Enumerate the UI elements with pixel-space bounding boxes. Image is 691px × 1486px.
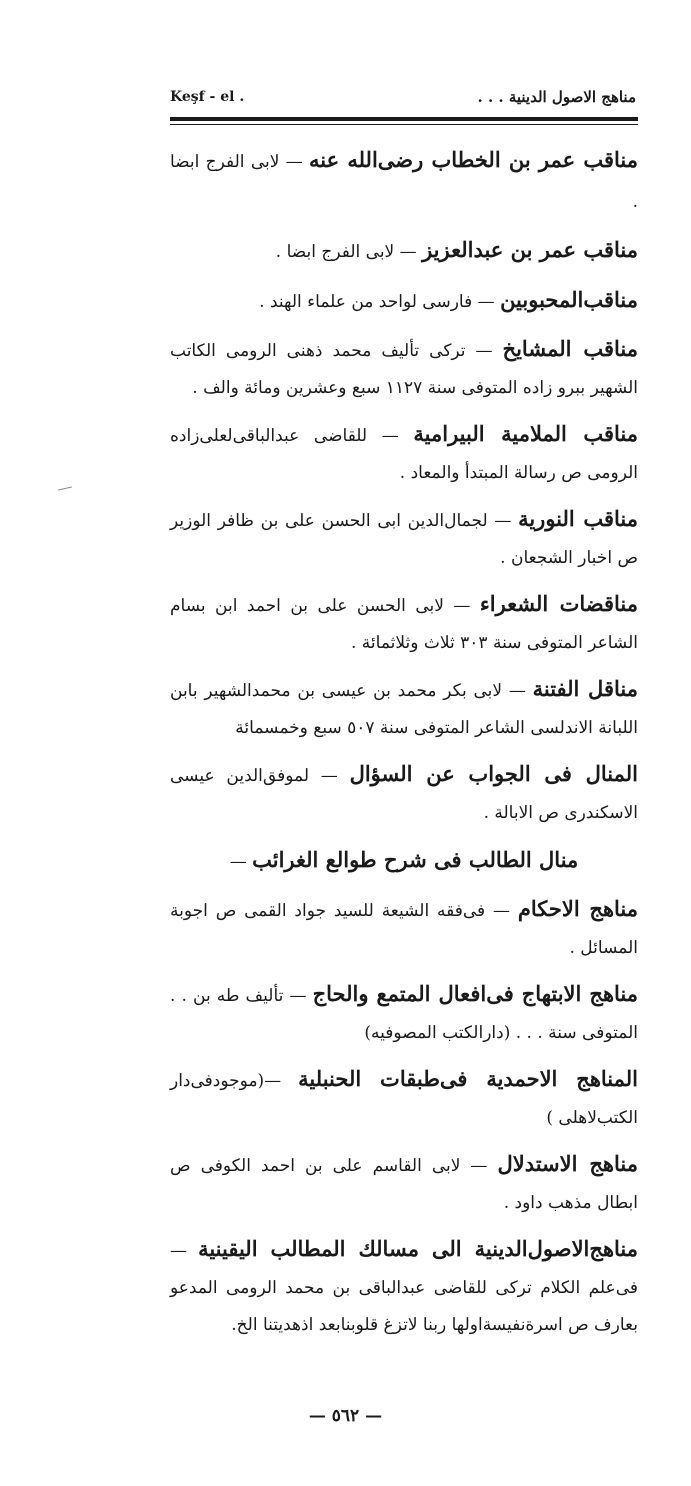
entry [170, 140, 638, 222]
entry-text: — فارسى لواحد من علماء الهند . [259, 292, 495, 312]
entry-heading: منال الطالب فى شرح طوالع الغرائب [252, 847, 579, 872]
header-rule-thin [170, 124, 638, 125]
running-header [170, 82, 636, 112]
entry-text: —(موجودفى‌دار الكتب‌لاهلى ) [170, 1071, 638, 1128]
entry-text: — فى‌علم الكلام تركى للقاضى عبدالباقى بن محمد الرومى المدعو بعارف ص اسرة‌نفيسة‌اولها ربنا لاتزغ قلوبنابعد اذهديتنا الخ. [170, 1241, 638, 1335]
entry-text: — فى‌فقه الشيعة للسيد جواد القمى ص اجوبة المسائل . [170, 901, 638, 958]
entry-text: — لابى الفرج ابضا . [275, 242, 417, 262]
entry-text: — لابى القاسم على بن احمد الكوفى ص ابطال مذهب داود . [170, 1156, 638, 1213]
entry-heading: مناقب النورية [518, 506, 638, 531]
entry-heading: مناهج الاستدلال [497, 1151, 638, 1176]
entry [170, 415, 638, 492]
entry-text: — [229, 852, 247, 872]
entry-heading: المناهج الاحمدية فى‌طبقات الحنبلية [298, 1066, 638, 1091]
entry-heading: مناقب عمر بن عبدالعزيز [422, 237, 638, 262]
entry [170, 1060, 638, 1137]
entry-heading: مناقب‌المحبوبين [500, 287, 638, 312]
page-number: — ٥٦٢ — [308, 1406, 383, 1426]
entry [170, 1145, 638, 1222]
entry-text: — تأليف طه بن . . المتوفى سنة . . . (دارالكتب المصوفيه) [170, 986, 638, 1043]
entry [170, 975, 638, 1052]
entry [170, 230, 638, 272]
entry-text: — لابى الفرج ابضا . [170, 152, 638, 212]
entry-text: — لابى بكر محمد بن عيسى بن محمدالشهير بابن اللبانة الاندلسى الشاعر المتوفى سنة ٥٠٧ سبع وخمسمائة [170, 681, 638, 738]
entry-text: — للقاضى عبدالباقى‌لعلى‌زاده الرومى ص رسالة المبتدأ والمعاد . [170, 426, 638, 483]
entry [170, 1230, 638, 1344]
entry-list [170, 140, 638, 1352]
entry-text: — لجمال‌الدين ابى الحسن على بن ظافر الوزير ص اخبار الشجعان . [170, 511, 638, 568]
header-rule-thick [170, 117, 638, 121]
entry [170, 755, 638, 832]
entry [170, 840, 638, 882]
book-title: Keşf - el . [170, 89, 245, 105]
entry-heading: مناقب عمر بن الخطاب رضى‌الله عنه [309, 147, 638, 172]
entry [170, 330, 638, 407]
entry-text: — لموفق‌الدين عيسى الاسكندرى ص الابالة . [170, 766, 638, 823]
entry-heading: مناقل الفتنة [532, 676, 638, 701]
entry [170, 890, 638, 967]
entry-heading: مناهج الاحكام [517, 896, 639, 921]
entry-heading: مناقب الملامية البيرامية [413, 421, 639, 446]
entry-heading: المنال فى الجواب عن السؤال [349, 761, 638, 786]
entry-text: — تركى تأليف محمد ذهنى الرومى الكاتب الشهير ببرو زاده المتوفى سنة ١١٢٧ سبع وعشرين ومائة والف . [170, 341, 638, 398]
entry [170, 670, 638, 747]
entry-text: — لابى الحسن على بن احمد ابن بسام الشاعر المتوفى سنة ٣٠٣ ثلاث وثلاثمائة . [170, 596, 638, 653]
entry-heading: مناهج‌الاصول‌الدينية الى مسالك المطالب اليقينية [198, 1236, 638, 1261]
margin-mark [58, 487, 72, 491]
entry [170, 280, 638, 322]
entry [170, 585, 638, 662]
entry [170, 500, 638, 577]
entry-heading: مناقضات الشعراء [479, 591, 639, 616]
entry-heading: مناهج الابتهاج فى‌افعال المتمع والحاج [312, 981, 638, 1006]
entry-heading: مناقب المشايخ [502, 336, 638, 361]
running-title: مناهج الاصول الدينية . . . [477, 88, 636, 106]
